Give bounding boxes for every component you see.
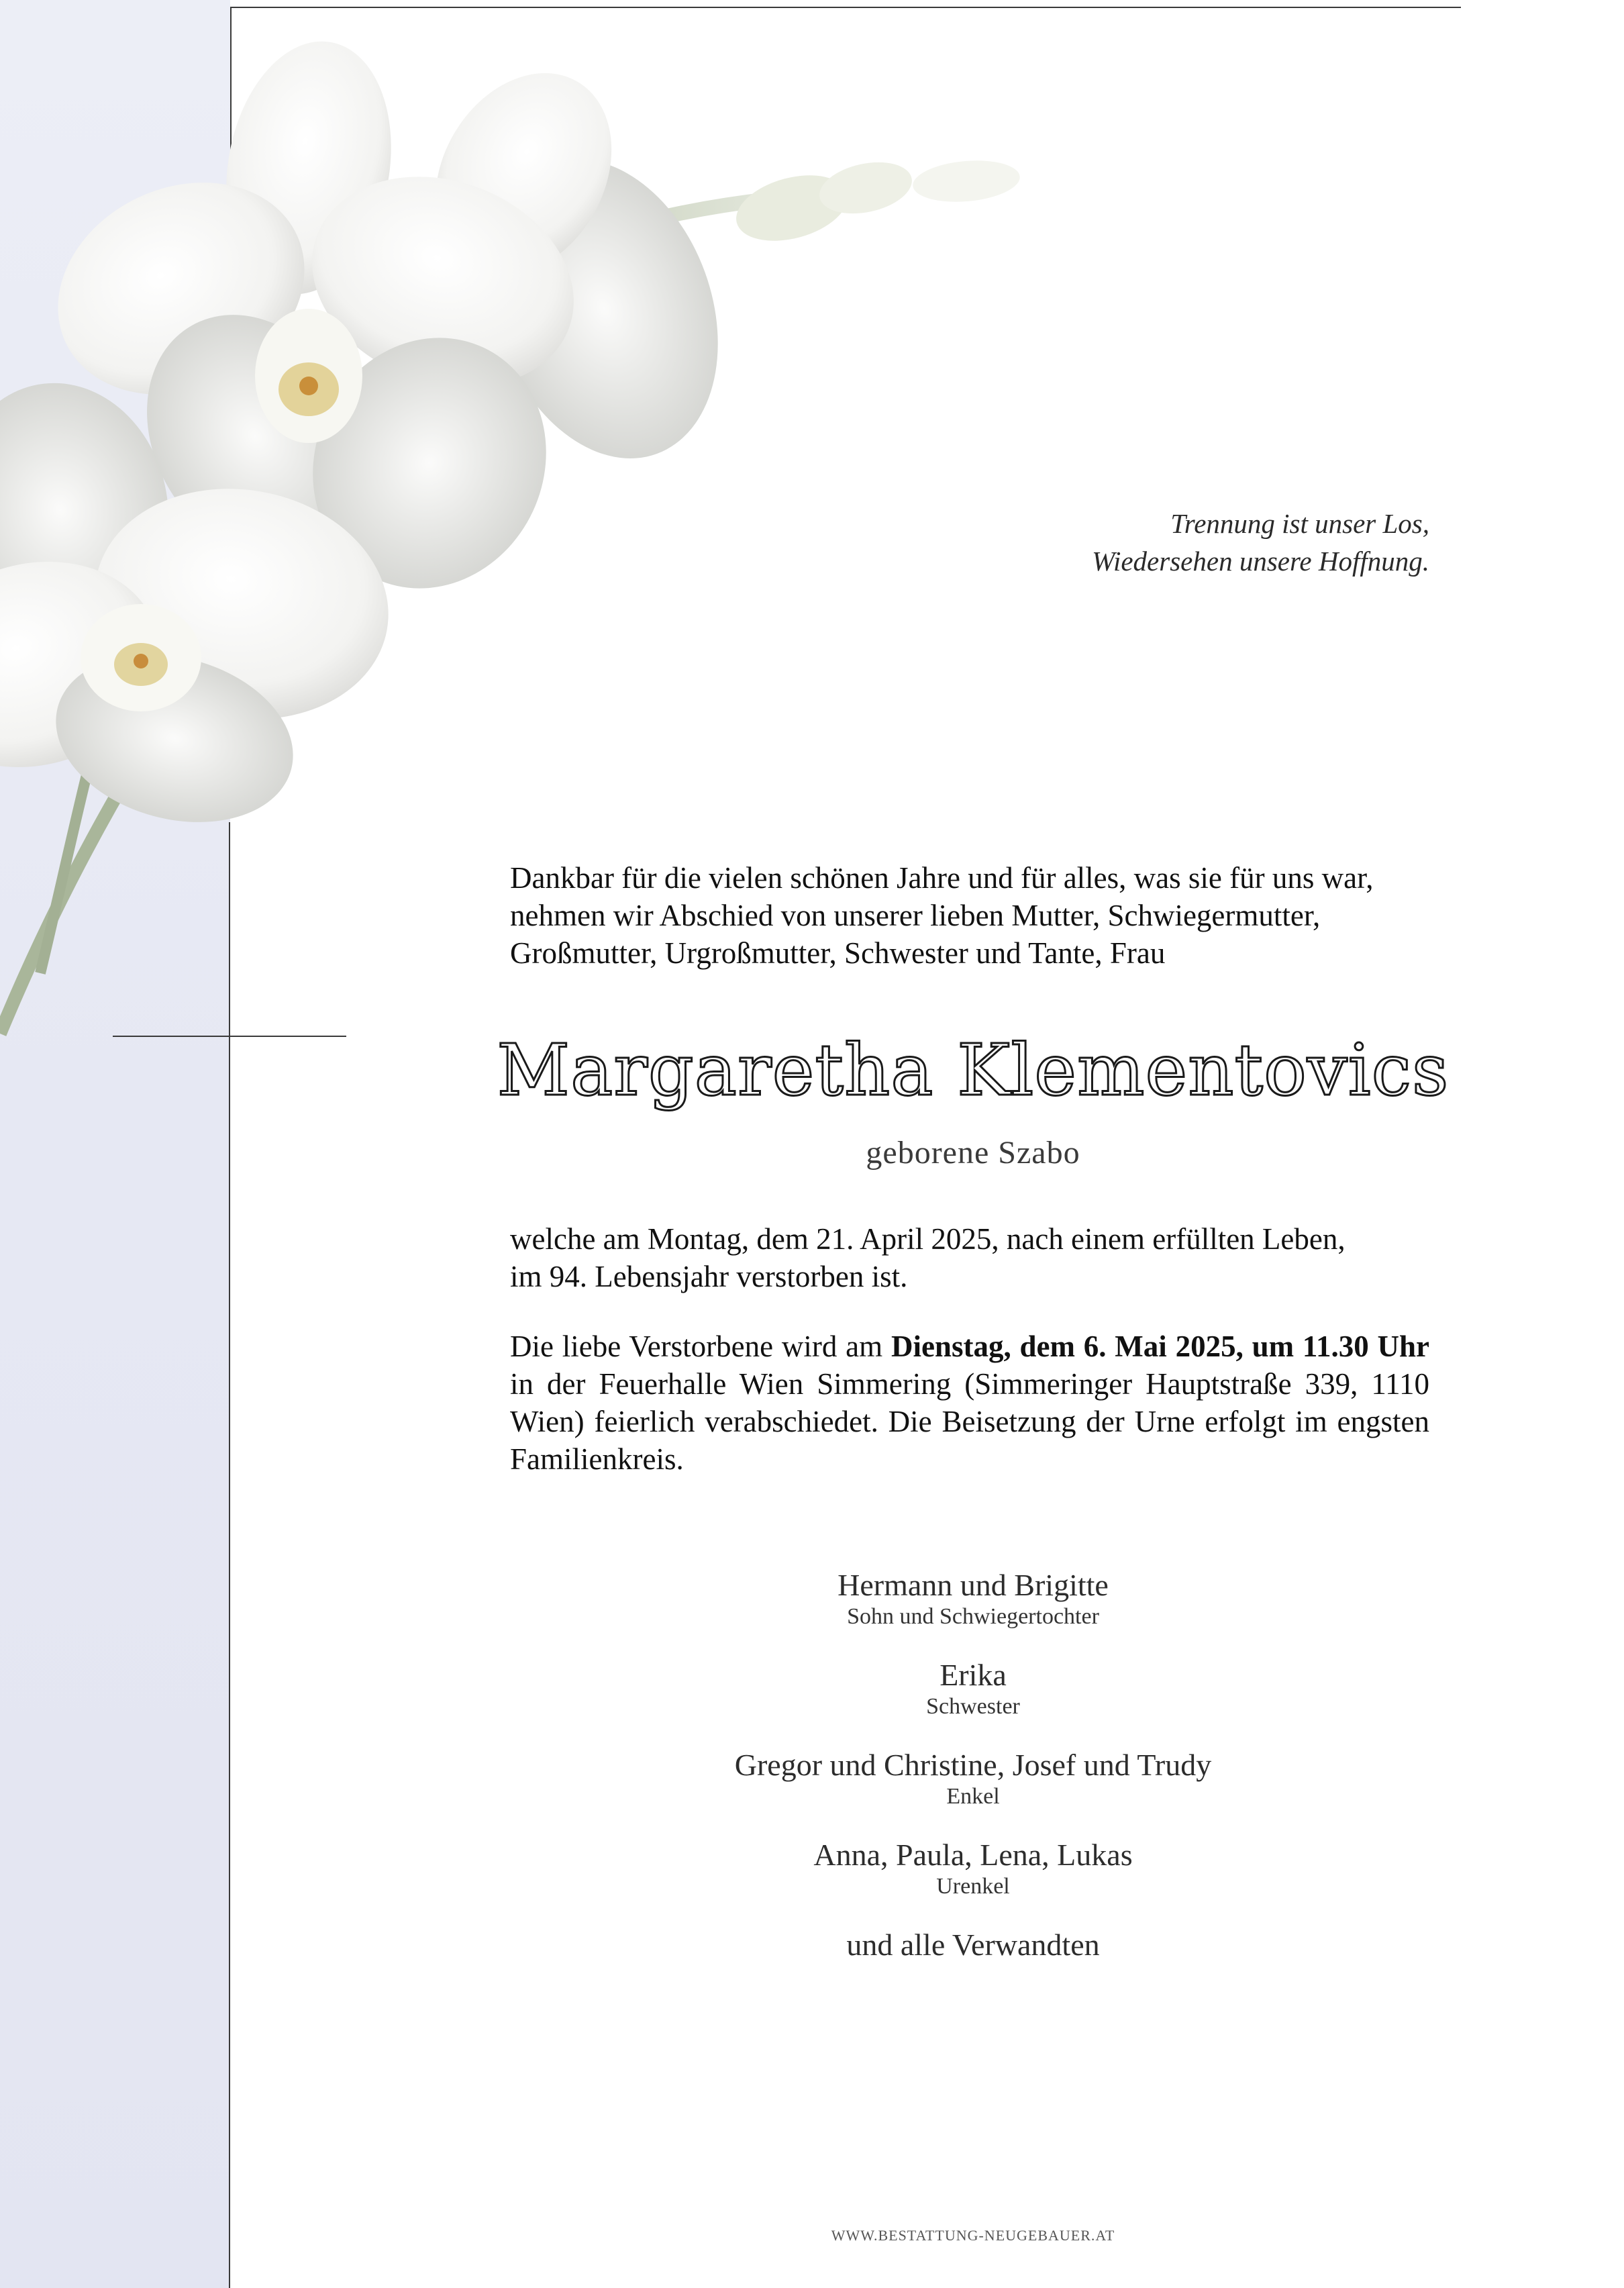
death-line-1: welche am Montag, dem 21. April 2025, nach einem erfüllten Leben, bbox=[510, 1222, 1346, 1256]
mourner-entry bbox=[604, 1747, 1342, 1810]
closing-line: und alle Verwandten bbox=[846, 1928, 1100, 1962]
deceased-name: Margaretha Klementovics bbox=[497, 1029, 1450, 1111]
mourner-names: Hermann und Brigitte bbox=[838, 1568, 1109, 1602]
intro-line-1: Dankbar für die vielen schönen Jahre und für alles, was sie für uns war, bbox=[510, 861, 1374, 895]
mourner-relation: Schwester bbox=[926, 1694, 1020, 1719]
death-line-2: im 94. Lebensjahr verstorben ist. bbox=[510, 1260, 908, 1293]
intro-line-3: Großmutter, Urgroßmutter, Schwester und Tante, Frau bbox=[510, 936, 1166, 970]
mourner-relation: Urenkel bbox=[936, 1874, 1010, 1899]
intro-line-2: nehmen wir Abschied von unserer lieben Mutter, Schwiegermutter, bbox=[510, 899, 1321, 932]
funeral-home-website: WWW.BESTATTUNG-NEUGEBAUER.AT bbox=[831, 2227, 1115, 2244]
epitaph-quote bbox=[805, 505, 1429, 580]
mourner-entry bbox=[604, 1837, 1342, 1900]
ceremony-text bbox=[510, 1328, 1429, 1478]
epitaph-line-2: Wiedersehen unsere Hoffnung. bbox=[1092, 546, 1429, 577]
ceremony-details: in der Feuerhalle Wien Simmering (Simmeringer Hauptstraße 339, 1110 Wien) feierlich verabschiedet. Die Beisetzung der Urne erfolgt im engsten Familienkreis. bbox=[510, 1367, 1429, 1476]
mourner-entry bbox=[604, 1567, 1342, 1630]
mourner-names: Gregor und Christine, Josef und Trudy bbox=[734, 1748, 1212, 1782]
maiden-name: geborene Szabo bbox=[866, 1135, 1080, 1171]
ceremony-notice bbox=[510, 1328, 1429, 1478]
mourners-list bbox=[604, 1567, 1342, 1963]
mourner-names: Anna, Paula, Lena, Lukas bbox=[813, 1838, 1133, 1872]
mourner-names: Erika bbox=[940, 1658, 1007, 1692]
intro-paragraph bbox=[510, 859, 1429, 972]
death-notice bbox=[510, 1220, 1429, 1295]
mourner-relation: Enkel bbox=[946, 1784, 1000, 1809]
mourner-relation: Sohn und Schwiegertochter bbox=[847, 1604, 1099, 1629]
mourner-entry bbox=[604, 1657, 1342, 1720]
ceremony-prefix: Die liebe Verstorbene wird am bbox=[510, 1330, 891, 1363]
ceremony-date: Dienstag, dem 6. Mai 2025, um 11.30 Uhr bbox=[891, 1330, 1429, 1363]
epitaph-line-1: Trennung ist unser Los, bbox=[1170, 508, 1429, 539]
